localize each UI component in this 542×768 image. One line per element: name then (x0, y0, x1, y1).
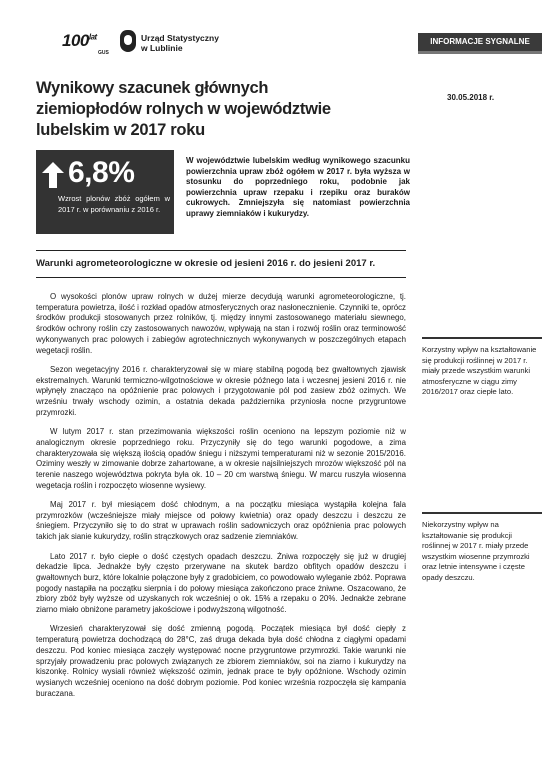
side-note-negative: Niekorzystny wpływ na kształtowanie się produkcji roślinnej w 2017 r. miały przede wszystkim wiosenne przymrozki oraz letnie intensywne i częste opady deszczu. (422, 512, 542, 584)
office-name-line1: Urząd Statystyczny (141, 33, 219, 43)
body-paragraph: Sezon wegetacyjny 2016 r. charakteryzował się w miarę stabilną pogodą bez gwałtownych zjawisk ekstremalnych. Warunki termiczno-wilgotnościowe w okresie późnego lata i wczesnej jesieni 2016 r. nie wpłynęły znacząco na opóźnienie prac polowych i przygotowanie pól pod zasiew zbóż ozimych. We wrześniu trwały wschody ozimin, a ostatnia dekada października przyniosła nocne przygruntowe przymrozki. (36, 364, 406, 417)
logo-lata-text: lat (88, 32, 97, 42)
publication-date: 30.05.2018 r. (447, 93, 495, 102)
body-paragraph: Lato 2017 r. było ciepłe o dość częstych opadach deszczu. Żniwa rozpoczęły się już w drugiej dekadzie lipca. Jednakże były często przerywane na skutek bardzo obfitych opadów deszczu i gwałtownych burz, które lokalnie połączone były z gradobiciem, co powodowało wyleganie zbóż. Poprawa pogody nastąpiła na początku sierpnia i do połowy miesiąca zakończono prace żniwne. Oszacowano, że zbiory zbóż były wyższe od uzyskanych rok wcześniej o ok. 15% a rzepaku o 20%. Jednakże zebrane ziarno miało obniżone parametry jakościowe i podwyższoną wilgotność. (36, 551, 406, 615)
body-paragraph: Wrzesień charakteryzował się dość zmienną pogodą. Początek miesiąca był dość ciepły z temperaturą powietrza dochodzącą do 28°C, zaś druga dekada była dość chłodna z ciągłymi opadami deszczu. Pod koniec miesiąca zaczęły występować nocne przygruntowe przymrozki. Takie warunki nie sprzyjały prowadzeniu prac polowych związanych ze zbiorem ziemniaków, soi na ziarno i kukurydzy na kiszonkę. Rolnicy wysiali również większość ozimin, jednak prace te były opóźnione. Wschody ozimin wysianych wcześniej oceniono na dość dobrym poziomie. Pod koniec września rozpoczęła się kampania buraczana. (36, 624, 406, 698)
side-note-positive: Korzystny wpływ na kształtowanie się produkcji roślinnej w 2017 r. miały przede wszystkim warunki atmosferyczne w ciągu zimy 2016/2017 oraz ciepłe lato. (422, 337, 542, 398)
body-text (36, 292, 406, 708)
logo-gus-text: GUS (98, 50, 109, 56)
key-stat-box (36, 150, 174, 234)
office-name (141, 33, 219, 53)
body-paragraph: O wysokości plonów upraw rolnych w dużej mierze decydują warunki agrometeorologiczne, tj. temperatura powietrza, ilość i rozkład opadów atmosferycznych oraz nasłonecznienie. Czynniki te, oprócz środków produkcji stosowanych przez rolników, tj. między innymi zastosowanego materiału siewnego, środków ochrony roślin czy zastosowanych nawozów, wpływają na stan i rozwój roślin oraz terminowość wykonywanych prac polowych i zabiegów agrotechnicznych wykonywanych w poszczególnych etapach wegetacji roślin. (36, 292, 406, 355)
office-emblem-icon (120, 30, 136, 52)
section-heading: Warunki agrometeorologiczne w okresie od jesieni 2016 r. do jesieni 2017 r. (36, 250, 406, 278)
logo-100-text: 100 (62, 31, 89, 50)
body-paragraph: Maj 2017 r. był miesiącem dość chłodnym, a na początku miesiąca wystąpiła kolejna fala przymrozków (wcześniejsze miały miejsce od połowy kwietnia) oraz opady deszczu i deszczu ze śniegiem. Przyczyniło się to do strat w uprawach roślin sadowniczych oraz opóźnienia prac polowych takich jak sianie kukurydzy, roślin strączkowych oraz sadzenie ziemniaków. (36, 500, 406, 542)
lead-paragraph: W województwie lubelskim według wynikowego szacunku powierzchnia upraw zbóż ogółem w 2017 r. była wyższa w stosunku do poprzedniego roku, podobnie jak powierzchnia upraw rzepaku i rzepiku oraz buraków cukrowych. Zmniejszyła się natomiast powierzchnia uprawy ziemniaków i kukurydzy. (186, 156, 410, 218)
publication-type-tag: INFORMACJE SYGNALNE (418, 33, 542, 51)
key-stat-caption: Wzrost plonów zbóż ogółem w 2017 r. w porównaniu z 2016 r. (58, 194, 170, 214)
page-title: Wynikowy szacunek głównych ziemiopłodów rolnych w województwie lubelskim w 2017 roku (36, 79, 331, 139)
office-name-line2: w Lublinie (141, 43, 183, 53)
body-paragraph: W lutym 2017 r. stan przezimowania większości roślin oceniono na lepszym poziomie niż w analogicznym okresie poprzedniego roku. Przyczyniły się do tego warunki pogodowe, a zima charakteryzowała się większą ilością opadów śniegu i niższymi temperaturami niż w sezonie 2015/2016. Oziminy weszły w zimowanie dobrze zahartowane, a w okresie najsilniejszych mrozów większość pól na terenie naszego województwa pokryta była ok. 10 – 20 cm warstwą śniegu. W marcu ruszyła wiosenna wegetacja roślin i rozpoczęto wiosenne wysiewy. (36, 427, 406, 490)
arrow-up-icon (42, 162, 64, 188)
gus-100-logo (62, 31, 97, 51)
tag-underline (418, 51, 542, 54)
key-stat-value: 6,8% (68, 156, 135, 189)
